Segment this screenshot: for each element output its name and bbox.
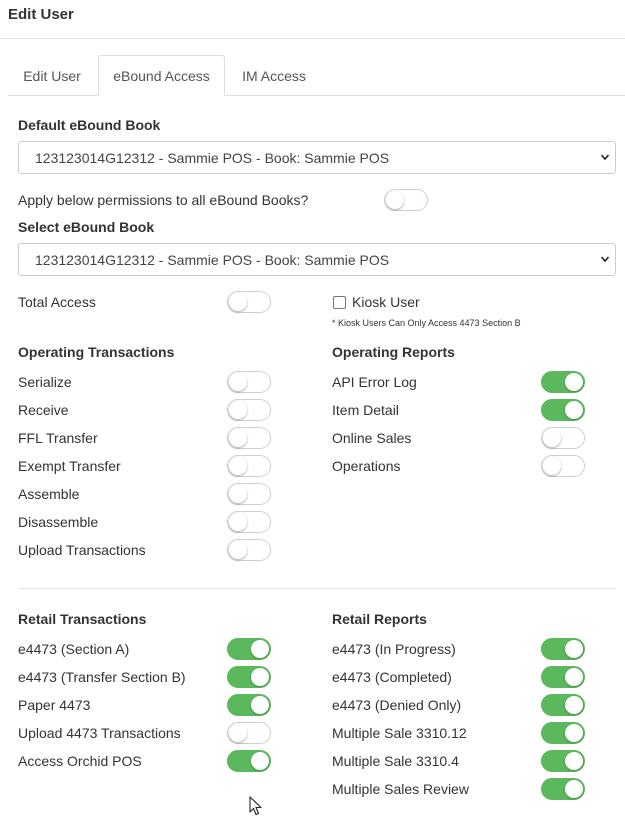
retail-report-toggle[interactable]: [541, 638, 585, 660]
default-book-select[interactable]: [18, 141, 616, 174]
tab-im-access[interactable]: IM Access: [242, 67, 306, 84]
retail-transaction-toggle[interactable]: [227, 694, 271, 716]
operating-report-toggle[interactable]: [541, 455, 585, 477]
operating-transaction-toggle[interactable]: [227, 455, 271, 477]
retail-report-toggle[interactable]: [541, 694, 585, 716]
retail-report-label: Multiple Sale 3310.4: [332, 753, 459, 769]
header-divider: [0, 38, 625, 39]
operating-transaction-toggle[interactable]: [227, 483, 271, 505]
tabs-baseline-left: [8, 95, 98, 96]
retail-report-label: e4473 (Completed): [332, 669, 452, 685]
tabs-baseline-right: [225, 95, 625, 96]
operating-reports-title: Operating Reports: [332, 344, 455, 360]
operating-transaction-label: Exempt Transfer: [18, 458, 121, 474]
retail-transaction-toggle[interactable]: [227, 750, 271, 772]
operating-transaction-label: Serialize: [18, 374, 72, 390]
retail-report-toggle[interactable]: [541, 750, 585, 772]
operating-report-label: API Error Log: [332, 374, 417, 390]
apply-all-toggle[interactable]: [384, 189, 428, 211]
retail-transaction-label: Paper 4473: [18, 697, 91, 713]
operating-report-toggle[interactable]: [541, 399, 585, 421]
tab-edit-user[interactable]: Edit User: [23, 67, 81, 84]
mouse-cursor-icon: [249, 796, 263, 816]
operating-transaction-toggle[interactable]: [227, 511, 271, 533]
default-book-label: Default eBound Book: [18, 117, 161, 133]
section-divider: [18, 588, 616, 589]
operating-transaction-label: Upload Transactions: [18, 542, 146, 558]
retail-transaction-label: Access Orchid POS: [18, 753, 142, 769]
operating-transaction-label: Disassemble: [18, 514, 99, 530]
kiosk-note: * Kiosk Users Can Only Access 4473 Section B: [332, 318, 521, 328]
total-access-toggle[interactable]: [227, 291, 271, 313]
retail-report-toggle[interactable]: [541, 722, 585, 744]
retail-transactions-title: Retail Transactions: [18, 611, 147, 627]
retail-report-toggle[interactable]: [541, 666, 585, 688]
retail-transaction-label: Upload 4473 Transactions: [18, 725, 181, 741]
retail-transaction-label: e4473 (Section A): [18, 641, 130, 657]
kiosk-user-label: Kiosk User: [352, 294, 420, 310]
kiosk-user-checkbox[interactable]: [333, 296, 346, 309]
select-book-label: Select eBound Book: [18, 219, 155, 235]
retail-report-label: Multiple Sale 3310.12: [332, 725, 467, 741]
operating-transaction-label: Assemble: [18, 486, 80, 502]
operating-transaction-label: Receive: [18, 402, 69, 418]
total-access-label: Total Access: [18, 294, 96, 310]
retail-report-label: e4473 (Denied Only): [332, 697, 462, 713]
select-book-select[interactable]: [18, 243, 616, 276]
apply-all-label: Apply below permissions to all eBound Books?: [18, 192, 309, 208]
retail-report-label: e4473 (In Progress): [332, 641, 456, 657]
operating-transaction-toggle[interactable]: [227, 399, 271, 421]
chevron-down-icon: [601, 255, 609, 263]
retail-transaction-toggle[interactable]: [227, 638, 271, 660]
operating-report-label: Item Detail: [332, 402, 399, 418]
operating-transactions-title: Operating Transactions: [18, 344, 175, 360]
operating-transaction-toggle[interactable]: [227, 427, 271, 449]
retail-transaction-toggle[interactable]: [227, 722, 271, 744]
default-book-value: 123123014G12312 - Sammie POS - Book: Sammie POS: [35, 149, 390, 166]
select-book-value: 123123014G12312 - Sammie POS - Book: Sammie POS: [35, 251, 390, 268]
chevron-down-icon: [601, 153, 609, 161]
operating-report-toggle[interactable]: [541, 427, 585, 449]
retail-reports-title: Retail Reports: [332, 611, 427, 627]
operating-report-label: Operations: [332, 458, 401, 474]
operating-report-label: Online Sales: [332, 430, 412, 446]
page-title: Edit User: [8, 6, 74, 23]
operating-transaction-toggle[interactable]: [227, 371, 271, 393]
retail-transaction-label: e4473 (Transfer Section B): [18, 669, 186, 685]
retail-report-label: Multiple Sales Review: [332, 781, 469, 797]
tab-ebound-access[interactable]: eBound Access: [98, 55, 225, 96]
operating-transaction-toggle[interactable]: [227, 539, 271, 561]
operating-transaction-label: FFL Transfer: [18, 430, 98, 446]
retail-report-toggle[interactable]: [541, 778, 585, 800]
retail-transaction-toggle[interactable]: [227, 666, 271, 688]
operating-report-toggle[interactable]: [541, 371, 585, 393]
